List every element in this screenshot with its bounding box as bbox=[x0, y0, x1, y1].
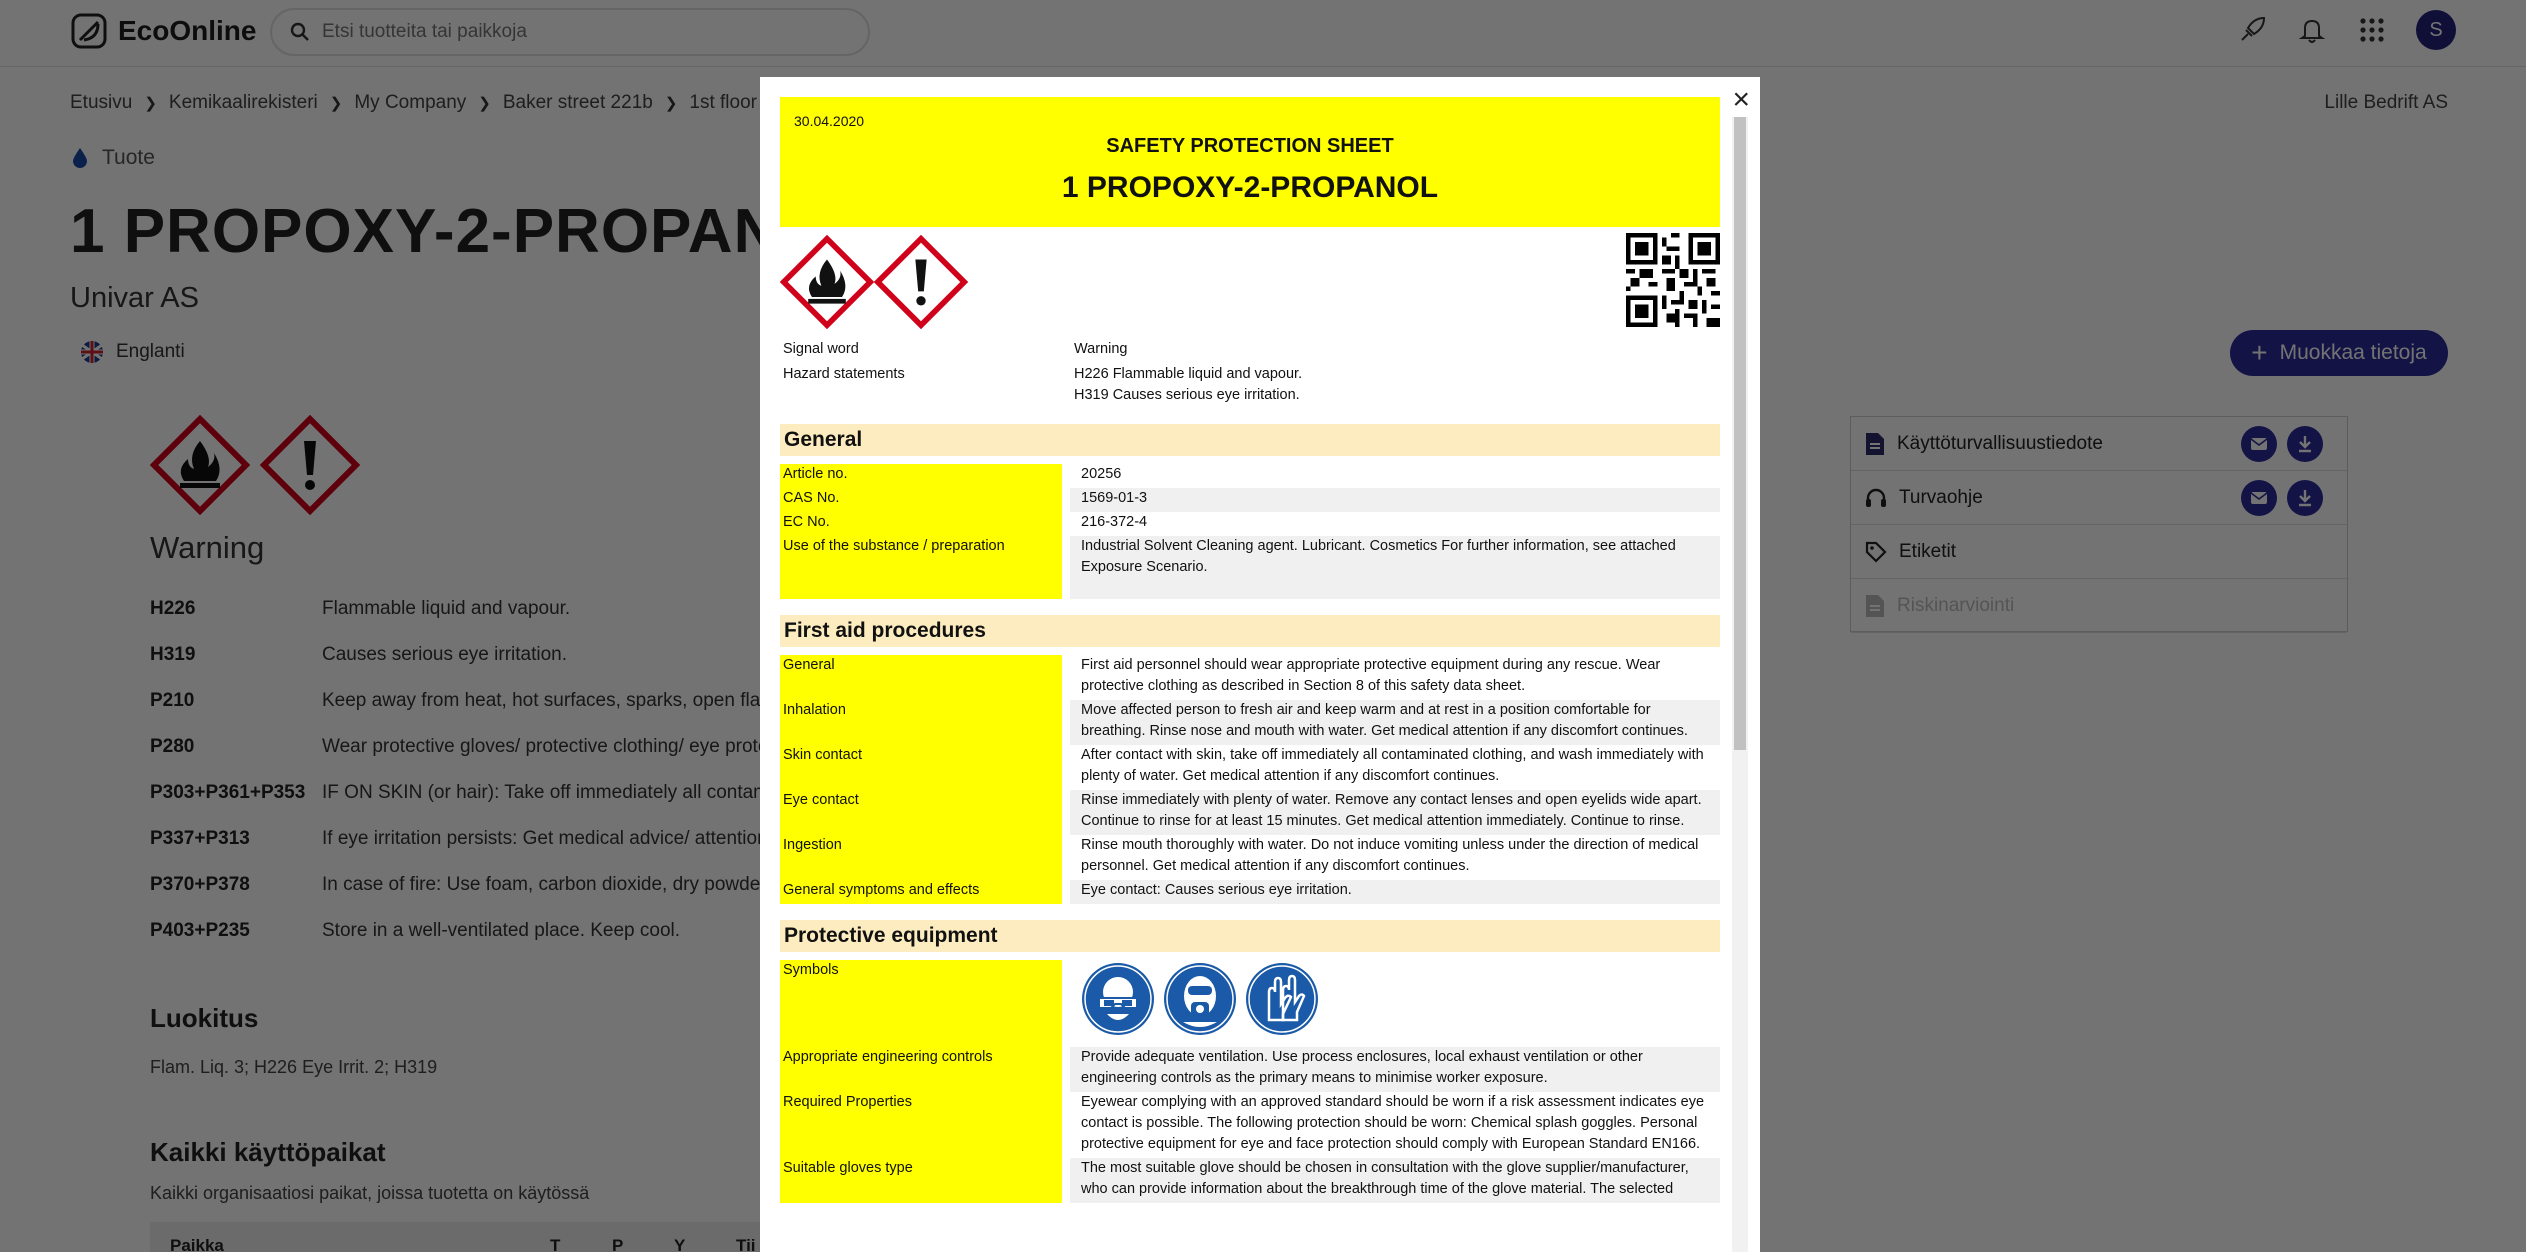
section-heading-first-aid: First aid procedures bbox=[780, 615, 1720, 647]
sheet-date: 30.04.2020 bbox=[794, 113, 865, 129]
row-label: Required Properties bbox=[780, 1092, 1062, 1158]
row-value: Provide adequate ventilation. Use process enclosures, local exhaust ventilation or other engineering controls as the primary means to minimise worker exposure. bbox=[1070, 1047, 1720, 1092]
row-value: Industrial Solvent Cleaning agent. Lubricant. Cosmetics For further information, see attached Exposure Scenario. bbox=[1070, 536, 1720, 599]
row-label: Article no. bbox=[780, 464, 1062, 488]
table-row bbox=[780, 1158, 1720, 1203]
exclamation-pictogram-icon bbox=[874, 235, 968, 329]
protective-gloves-icon bbox=[1245, 962, 1319, 1036]
signal-word-row bbox=[780, 339, 1720, 360]
row-label: Appropriate engineering controls bbox=[780, 1047, 1062, 1092]
row-value: 216-372-4 bbox=[1081, 514, 1148, 530]
sheet-title: SAFETY PROTECTION SHEET bbox=[1106, 135, 1394, 157]
close-icon[interactable]: × bbox=[1732, 83, 1750, 116]
hazard-statements-label: Hazard statements bbox=[783, 366, 905, 382]
table-row bbox=[780, 512, 1720, 536]
signal-word-value: Warning bbox=[1074, 341, 1128, 357]
safety-sheet-modal bbox=[760, 77, 1760, 1252]
table-row bbox=[780, 488, 1720, 512]
row-label: Symbols bbox=[780, 960, 1062, 1047]
hazard-statement: H319 Causes serious eye irritation. bbox=[1074, 387, 1300, 403]
general-table bbox=[780, 464, 1720, 599]
table-row bbox=[780, 745, 1720, 790]
row-value: First aid personnel should wear appropriate protective equipment during any rescue. Wear protective clothing as described in Section 8 of this safety data sheet. bbox=[1081, 657, 1661, 694]
table-row bbox=[780, 1047, 1720, 1092]
table-row bbox=[780, 835, 1720, 880]
protective-equipment-table bbox=[780, 960, 1720, 1203]
row-value: Rinse mouth thoroughly with water. Do not induce vomiting unless under the direction of medical personnel. Get medical attention if any discomfort continues. bbox=[1081, 837, 1699, 874]
row-label: Eye contact bbox=[780, 790, 1062, 835]
row-label: Suitable gloves type bbox=[780, 1158, 1062, 1203]
row-label: CAS No. bbox=[780, 488, 1062, 512]
row-label: General symptoms and effects bbox=[780, 880, 1062, 904]
section-heading-protective-equipment: Protective equipment bbox=[780, 920, 1720, 952]
row-value: Rinse immediately with plenty of water. Remove any contact lenses and open eyelids wide apart. Continue to rinse for at least 15 minutes. Get medical attention immediately. Continue to rinse. bbox=[1070, 790, 1720, 835]
sheet-banner bbox=[780, 97, 1720, 227]
scrollbar-thumb[interactable] bbox=[1734, 117, 1746, 750]
table-row bbox=[780, 1092, 1720, 1158]
row-value: The most suitable glove should be chosen in consultation with the glove supplier/manufacturer, who can provide information about the breakthrough time of the glove material. The selected bbox=[1070, 1158, 1720, 1203]
first-aid-table bbox=[780, 655, 1720, 904]
qr-code-icon bbox=[1626, 233, 1720, 327]
hazard-statement: H226 Flammable liquid and vapour. bbox=[1074, 366, 1303, 382]
row-value: 1569-01-3 bbox=[1070, 488, 1720, 512]
row-value: After contact with skin, take off immediately all contaminated clothing, and wash immediately with plenty of water. Get medical attention if any discomfort continues. bbox=[1081, 747, 1704, 784]
row-label: Ingestion bbox=[780, 835, 1062, 880]
table-row bbox=[780, 790, 1720, 835]
row-value: 20256 bbox=[1081, 466, 1122, 482]
table-row bbox=[780, 960, 1720, 1047]
flame-pictogram-icon bbox=[780, 235, 874, 329]
table-row bbox=[780, 880, 1720, 904]
ppe-symbols bbox=[1070, 960, 1720, 1047]
signal-word-label: Signal word bbox=[783, 341, 859, 357]
row-value: Eye contact: Causes serious eye irritation. bbox=[1070, 880, 1720, 904]
sheet-pictograms bbox=[780, 227, 1720, 337]
section-heading-general: General bbox=[780, 424, 1720, 456]
table-row bbox=[780, 464, 1720, 488]
safety-goggles-icon bbox=[1081, 962, 1155, 1036]
row-label: Use of the substance / preparation bbox=[780, 536, 1062, 599]
row-label: EC No. bbox=[780, 512, 1062, 536]
respirator-icon bbox=[1163, 962, 1237, 1036]
sheet-product-name: 1 PROPOXY-2-PROPANOL bbox=[1061, 171, 1439, 204]
row-value: Move affected person to fresh air and keep warm and at rest in a position comfortable for breathing. Rinse nose and mouth with water. Get medical attention if any discomfort continues. bbox=[1070, 700, 1720, 745]
table-row bbox=[780, 536, 1720, 599]
table-row bbox=[780, 700, 1720, 745]
row-label: Skin contact bbox=[780, 745, 1062, 790]
hazard-statements-row bbox=[780, 364, 1720, 406]
scrollbar[interactable] bbox=[1732, 117, 1748, 1252]
table-row bbox=[780, 655, 1720, 700]
safety-sheet bbox=[780, 97, 1720, 1203]
row-label: Inhalation bbox=[780, 700, 1062, 745]
row-value: Eyewear complying with an approved standard should be worn if a risk assessment indicates eye contact is possible. The following protection should be worn: Chemical splash goggles. Personal protective equipment for eye and face protection should comply with European Standard EN166. bbox=[1070, 1092, 1720, 1158]
row-label: General bbox=[780, 655, 1062, 700]
